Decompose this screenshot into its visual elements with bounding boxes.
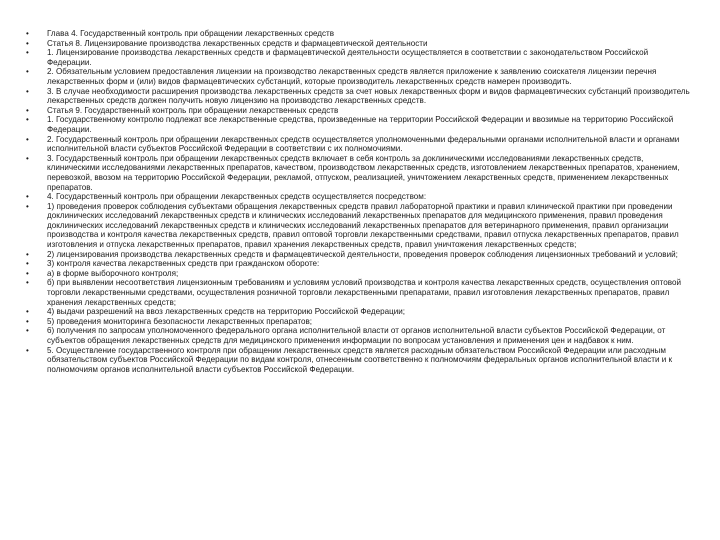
list-item-text: 4) выдачи разрешений на ввоз лекарственных средств на территорию Российской Федерации; [47, 307, 406, 317]
list-item [26, 326, 694, 345]
list-item [26, 307, 694, 317]
bullet-icon: • [26, 345, 29, 355]
list-item [26, 48, 694, 67]
list-item [26, 317, 694, 327]
bullet-icon: • [26, 268, 29, 278]
list-item-text: 1) проведения проверок соблюдения субъектами обращения лекарственных средств правил лабораторной практики и правил клинической практики при проведении доклинических исследований лекарственных средств и клинических исследований лекарственных препаратов для медицинского применения, правил проведения доклинических исследований лекарственных средств и клинических исследований лекарственных препаратов для ветеринарного применения, правил организации производства и контроля качества лекарственных средств, правил оптовой торговли лекарственными средствами, правил отпуска лекарственных препаратов, правил изготовления и отпуска лекарственных препаратов, правил хранения лекарственных средств, правил уничтожения лекарственных средств; [47, 201, 679, 250]
list-item-text: 4. Государственный контроль при обращении лекарственных средств осуществляется посредством: [47, 192, 427, 202]
bullet-icon: • [26, 86, 29, 96]
list-item [26, 250, 694, 260]
list-item-text: 2. Обязательным условием предоставления лицензии на производство лекарственных средств является приложение к заявлению соискателя лицензии перечня лекарственных форм и (или) видов фармацевтических субстанций, которые производитель лекарственных средств намерен производить. [47, 67, 657, 86]
bullet-icon: • [26, 153, 29, 163]
list-item-text: а) в форме выборочного контроля; [47, 268, 179, 278]
list-item [26, 259, 694, 269]
list-item-text: 5) проведения мониторинга безопасности лекарственных препаратов; [47, 316, 313, 326]
bullet-icon: • [26, 201, 29, 211]
bullet-list [26, 29, 694, 374]
list-item-text: 2. Государственный контроль при обращении лекарственных средств осуществляется уполномоченными федеральными органами исполнительной власти и органами исполнительной власти субъектов Российской Федерации в соответствии с их полномочиями. [47, 134, 680, 154]
list-item-text: 1. Лицензирование производства лекарственных средств и фармацевтической деятельности осуществляется в соответствии с законодательством Российской Федерации. [47, 48, 649, 67]
bullet-icon: • [26, 259, 29, 269]
bullet-icon: • [26, 326, 29, 336]
list-item-text: 2) лицензирования производства лекарственных средств и фармацевтической деятельности, проведения проверок соблюдения лицензионных требований и условий; [47, 249, 678, 259]
list-item [26, 154, 694, 192]
list-item-text: Статья 9. Государственный контроль при обращении лекарственных средств [47, 105, 339, 115]
bullet-icon: • [26, 316, 29, 326]
list-item-text: 1. Государственному контролю подлежат все лекарственные средства, произведенные на территории Российской Федерации и ввозимые на территорию Российской Федерации. [47, 115, 674, 134]
list-item [26, 106, 694, 116]
bullet-icon: • [26, 105, 29, 115]
bullet-icon: • [26, 192, 29, 202]
list-item [26, 192, 694, 202]
bullet-icon: • [26, 115, 29, 125]
list-item [26, 29, 694, 39]
list-item [26, 67, 694, 86]
list-item [26, 87, 694, 106]
bullet-icon: • [26, 67, 29, 77]
list-item [26, 278, 694, 307]
list-item-text: 3. Государственный контроль при обращении лекарственных средств включает в себя контроль за доклиническими исследованиями лекарственных средств, клиническими исследованиями лекарственных препаратов, качеством, производством лекарственных средств, изготовлением лекарственных препаратов, хранением, перевозкой, ввозом на территорию Российской Федерации, рекламой, отпуском, реализацией, уничтожением лекарственных средств, применением лекарственных препаратов. [47, 153, 680, 192]
list-item-text: б) при выявлении несоответствия лицензионным требованиям и условиям условий производства и контроля качества лекарственных средств, осуществления оптовой торговли лекарственными средствами, осуществления розничной торговли лекарственными препаратами, правил изготовления лекарственных препаратов, правил хранения лекарственных средств; [47, 278, 682, 307]
list-item-text: 3. В случае необходимости расширения производства лекарственных средств за счет новых лекарственных форм и видов фармацевтических субстанций производитель лекарственных средств должен получить новую лицензию на производство лекарственных средств. [47, 86, 690, 106]
list-item [26, 115, 694, 134]
bullet-icon: • [26, 278, 29, 288]
bullet-icon: • [26, 134, 29, 144]
list-item-text: 5. Осуществление государственного контроля при обращении лекарственных средств является расходным обязательством Российской Федерации или расходным обязательством субъектов Российской Федерации по видам контроля, отнесенным соответственно к полномочиям федеральных органов исполнительной власти и к полномочиям органов исполнительной власти субъектов Российской Федерации. [47, 345, 673, 374]
list-item [26, 346, 694, 375]
list-item [26, 202, 694, 250]
list-item [26, 135, 694, 154]
list-item-text: 3) контроля качества лекарственных средств при гражданском обороте: [47, 259, 320, 269]
bullet-icon: • [26, 29, 29, 38]
bullet-icon: • [26, 307, 29, 317]
bullet-icon: • [26, 48, 29, 58]
list-item [26, 269, 694, 279]
bullet-icon: • [26, 38, 29, 48]
bullet-icon: • [26, 249, 29, 259]
list-item-text: 6) получения по запросам уполномоченного федерального органа исполнительной власти от органов исполнительной власти субъектов Российской Федерации, от субъектов обращения лекарственных средств для медицинского применения информации по вопросам установления и применения цен и надбавок к ним. [47, 326, 666, 345]
list-item-text: Глава 4. Государственный контроль при обращении лекарственных средств [47, 29, 335, 38]
list-item-text: Статья 8. Лицензирование производства лекарственных средств и фармацевтической деятельности [47, 38, 428, 48]
list-item [26, 39, 694, 49]
